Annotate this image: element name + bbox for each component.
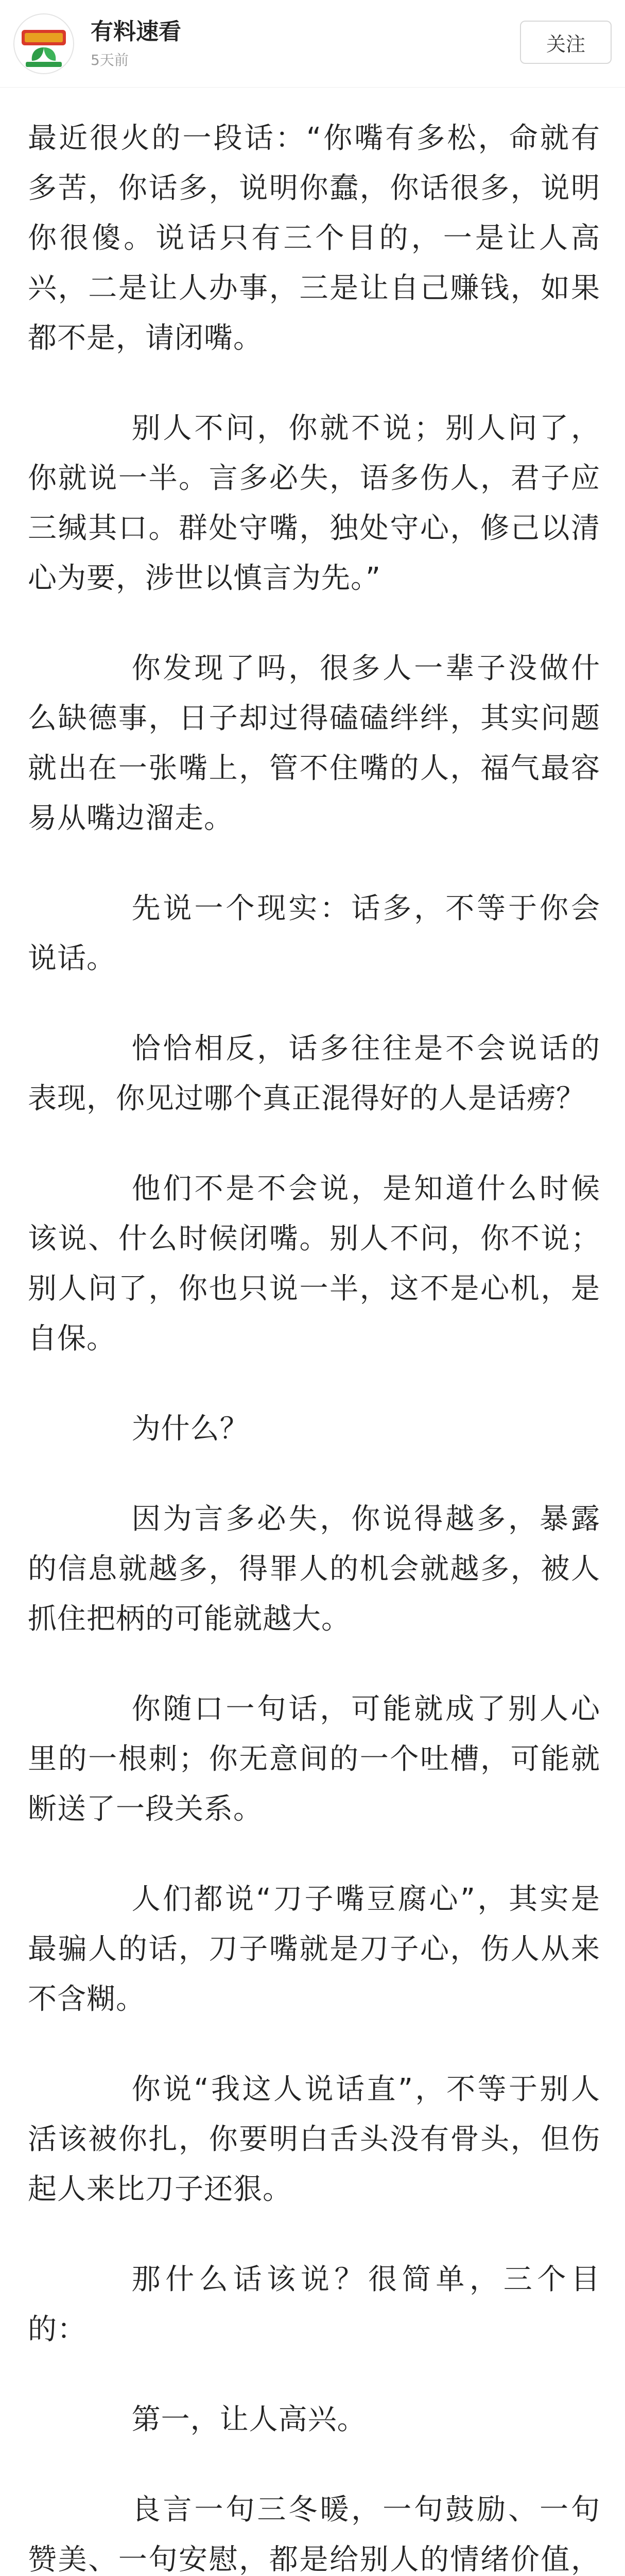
paragraph: 别人不问，你就不说；别人问了，你就说一半。言多必失，语多伤人，君子应三缄其口。群处守嘴，独处守心，修己以清心为要，涉世以慎言为先。” — [28, 412, 600, 595]
post-header — [0, 0, 625, 88]
paragraph: 先说一个现实：话多，不等于你会说话。 — [28, 892, 600, 975]
paragraph: 人们都说“刀子嘴豆腐心”，其实是最骗人的话，刀子嘴就是刀子心，伤人从来不含糊。 — [28, 1883, 600, 2016]
article-body — [0, 88, 625, 2576]
follow-button[interactable]: 关注 — [520, 21, 612, 64]
paragraph: 恰恰相反，话多往往是不会说话的表现，你见过哪个真正混得好的人是话痨？ — [28, 1032, 600, 1115]
paragraph: 那什么话该说？很简单，三个目的： — [28, 2263, 600, 2346]
paragraph: 最近很火的一段话：“你嘴有多松，命就有多苦，你话多，说明你蠢，你话很多，说明你很傻。说话只有三个目的，一是让人高兴，二是让人办事，三是让自己赚钱，如果都不是，请闭嘴。 — [28, 122, 600, 355]
paragraph: 第一，让人高兴。 — [131, 2403, 367, 2436]
paragraph: 你说“我这人说话直”，不等于别人活该被你扎，你要明白舌头没有骨头，但伤起人来比刀子还狠。 — [28, 2073, 600, 2206]
paragraph: 你发现了吗，很多人一辈子没做什么缺德事，日子却过得磕磕绊绊，其实问题就出在一张嘴上，管不住嘴的人，福气最容易从嘴边溜走。 — [28, 652, 600, 835]
paragraph: 他们不是不会说，是知道什么时候该说、什么时候闭嘴。别人不问，你不说；别人问了，你也只说一半，这不是心机，是自保。 — [28, 1172, 600, 1355]
paragraph: 你随口一句话，可能就成了别人心里的一根刺；你无意间的一个吐槽，可能就断送了一段关系。 — [28, 1692, 600, 1826]
paragraph: 良言一句三冬暖，一句鼓励、一句赞美、一句安慰，都是给别人的情绪价值， — [28, 2493, 600, 2576]
author-name[interactable]: 有料速看 — [91, 19, 181, 45]
post-time: 5天前 — [91, 52, 129, 69]
author-avatar[interactable] — [13, 13, 74, 74]
paragraph: 为什么？ — [131, 1412, 249, 1446]
paragraph: 因为言多必失，你说得越多，暴露的信息就越多，得罪人的机会就越多，被人抓住把柄的可能就越大。 — [28, 1502, 600, 1636]
avatar-logo-icon — [14, 14, 73, 73]
